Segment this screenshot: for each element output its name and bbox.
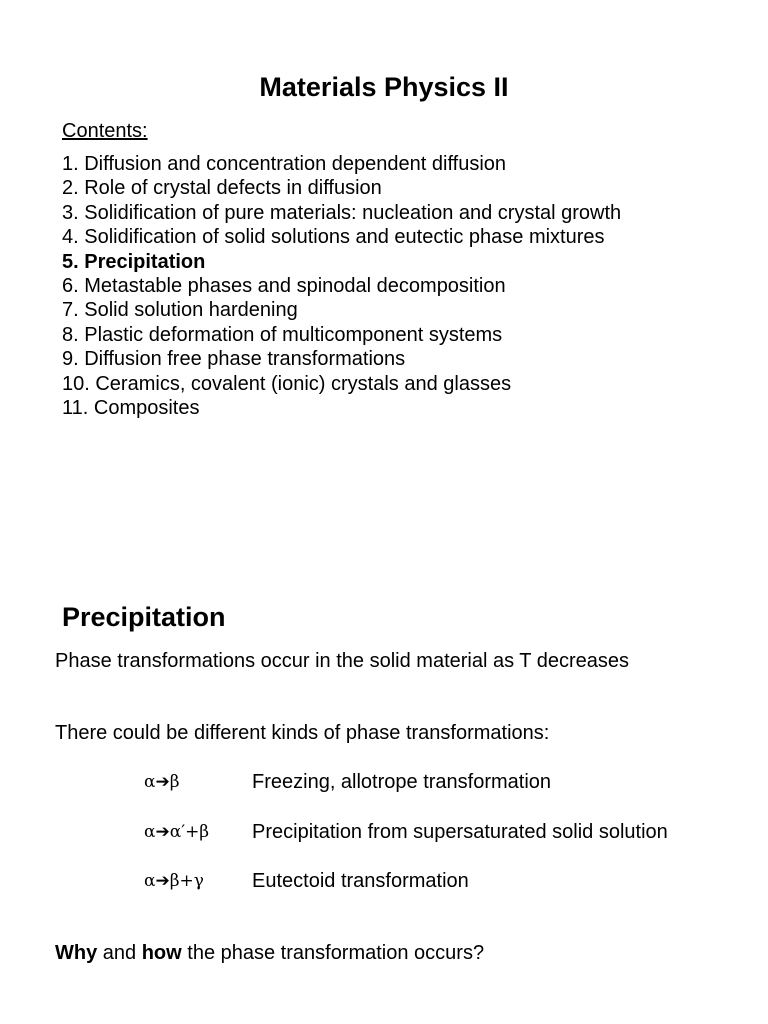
toc-item: 1. Diffusion and concentration dependent diffusion xyxy=(62,153,507,175)
table-of-contents xyxy=(62,152,621,420)
transformation-row xyxy=(0,867,768,895)
transformation-row xyxy=(0,818,768,846)
contents-label: Contents: xyxy=(62,120,148,142)
transformation-description: Eutectoid transformation xyxy=(252,870,469,892)
question-how: how xyxy=(141,942,182,964)
transformation-description: Precipitation from supersaturated solid solution xyxy=(252,821,668,843)
transformation-formula: α➔β xyxy=(144,772,180,792)
transformation-formula: α➔α′+β xyxy=(144,822,210,842)
question-paragraph xyxy=(55,941,484,965)
question-rest: the phase transformation occurs? xyxy=(181,942,485,964)
toc-item: 6. Metastable phases and spinodal decomposition xyxy=(62,275,506,298)
toc-item: 9. Diffusion free phase transformations xyxy=(62,348,406,371)
toc-item: 11. Composites xyxy=(62,397,200,420)
transformation-formula: α➔β+γ xyxy=(144,871,204,891)
page-title: Materials Physics II xyxy=(259,72,509,102)
question-why: Why xyxy=(55,942,98,964)
toc-item: 10. Ceramics, covalent (ionic) crystals and glasses xyxy=(62,372,512,395)
toc-item: 8. Plastic deformation of multicomponent systems xyxy=(62,323,503,346)
toc-item: 7. Solid solution hardening xyxy=(62,299,298,322)
toc-item: 2. Role of crystal defects in diffusion xyxy=(62,177,382,200)
toc-item-active: 5. Precipitation xyxy=(62,250,206,273)
toc-item: 4. Solidification of solid solutions and eutectic phase mixtures xyxy=(62,226,605,249)
kinds-paragraph: There could be different kinds of phase transformations: xyxy=(55,722,550,744)
transformation-row xyxy=(0,768,768,796)
section-heading: Precipitation xyxy=(62,602,226,632)
transformation-description: Freezing, allotrope transformation xyxy=(252,771,552,793)
question-and: and xyxy=(97,942,142,964)
intro-paragraph: Phase transformations occur in the solid material as T decreases xyxy=(55,650,629,672)
toc-item: 3. Solidification of pure materials: nucleation and crystal growth xyxy=(62,201,622,224)
